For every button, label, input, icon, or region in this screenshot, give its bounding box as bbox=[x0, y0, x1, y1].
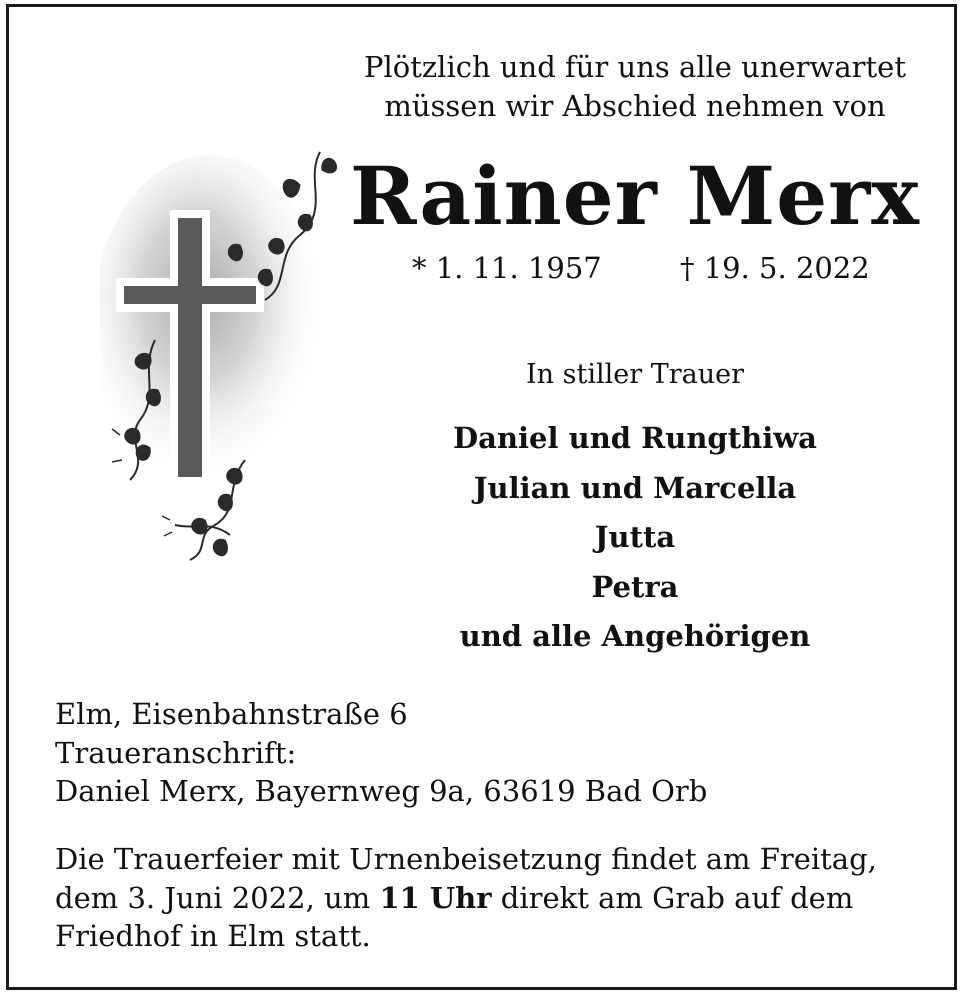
mourners-list bbox=[330, 414, 940, 662]
deceased-name: Rainer Merx bbox=[350, 149, 920, 243]
intro-line-1: Plötzlich und für uns alle unerwartet bbox=[364, 50, 906, 84]
mourning-address-label: Traueranschrift: bbox=[55, 735, 297, 770]
mourner-name: Jutta bbox=[594, 520, 676, 554]
mourning-address: Daniel Merx, Bayernweg 9a, 63619 Bad Orb bbox=[55, 774, 708, 808]
notice-time: 11 Uhr bbox=[379, 880, 492, 915]
intro-line-2: müssen wir Abschied nehmen von bbox=[384, 89, 886, 123]
notice-text-before: Die Trauerfeier mit Urnenbeisetzung findet am Freitag, dem 3. Juni 2022, um bbox=[55, 842, 877, 915]
birth-date: * 1. 11. 1957 bbox=[412, 251, 602, 285]
notice-text-after: direkt am Grab auf dem Friedhof in Elm statt. bbox=[55, 880, 854, 953]
mourning-heading: In stiller Trauer bbox=[525, 359, 744, 390]
intro-text bbox=[330, 48, 940, 126]
death-date: † 19. 5. 2022 bbox=[680, 251, 870, 285]
mourner-name: und alle Angehörigen bbox=[459, 619, 811, 653]
residence-line: Elm, Eisenbahnstraße 6 bbox=[55, 697, 408, 731]
address-block bbox=[55, 695, 707, 811]
mourner-name: Julian und Marcella bbox=[473, 470, 797, 505]
funeral-notice bbox=[55, 840, 935, 956]
mourner-name: Petra bbox=[591, 569, 679, 604]
mourner-name: Daniel und Rungthiwa bbox=[453, 421, 817, 455]
cross-icon bbox=[100, 140, 350, 570]
